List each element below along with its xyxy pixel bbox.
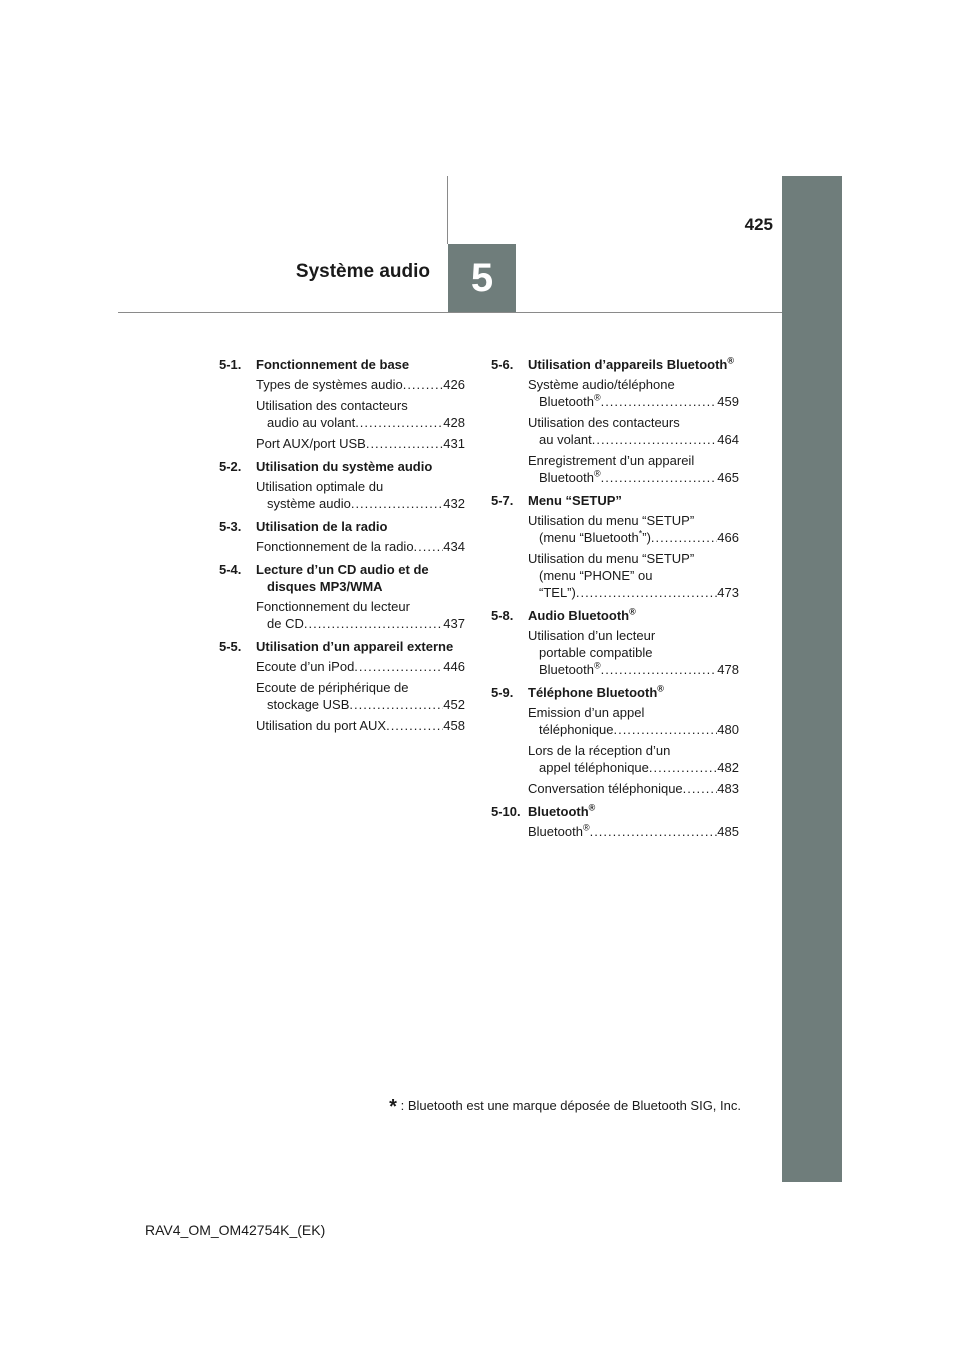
toc-entry-text: Emission d’un appel: [528, 705, 645, 720]
toc-entry-text: stockage USB: [267, 697, 350, 712]
page-number: 425: [744, 215, 773, 234]
toc-section-number: 5-1.: [219, 357, 242, 372]
toc-entry[interactable]: [256, 376, 465, 393]
toc-entry-text: “TEL”): [539, 585, 576, 600]
toc-entry-line-with-page: [528, 759, 739, 776]
toc-entry[interactable]: [256, 598, 465, 632]
toc-entry-text: audio au volant: [267, 415, 356, 430]
toc-section-heading: [491, 492, 739, 509]
toc-leader-dots: [590, 823, 718, 840]
toc-entry-line-with-page: [528, 393, 739, 410]
toc-entry[interactable]: [528, 414, 739, 448]
toc-entry-text: Types de systèmes audio: [256, 377, 403, 392]
toc-section-title: Utilisation de la radio: [256, 519, 388, 534]
toc-leader-dots: [355, 414, 443, 431]
toc-entry[interactable]: [256, 397, 465, 431]
toc-leader-dots: [649, 759, 717, 776]
toc-section-number: 5-8.: [491, 608, 514, 623]
toc-entry-line-with-page: [528, 661, 739, 678]
header-divider-horizontal: [118, 312, 782, 313]
toc-right-column: [491, 356, 739, 844]
toc-entry-text: Utilisation optimale du: [256, 479, 384, 494]
toc-entry-page: 432: [443, 496, 465, 511]
toc-entry[interactable]: [256, 435, 465, 452]
toc-entry-text: Bluetooth®: [528, 822, 590, 839]
toc-entry-page: 473: [717, 585, 739, 600]
toc-entry-text: Utilisation du menu “SETUP”: [528, 551, 695, 566]
toc-leader-dots: [576, 584, 717, 601]
toc-entry-text: (menu “Bluetooth*”): [539, 528, 651, 545]
toc-leader-dots: [386, 717, 443, 734]
toc-section-title: Téléphone Bluetooth®: [528, 683, 664, 700]
toc-entry[interactable]: [256, 679, 465, 713]
toc-entry-line-with-page: [528, 721, 739, 738]
toc-leader-dots: [349, 696, 443, 713]
toc-left-column: [219, 356, 465, 738]
toc-leader-dots: [601, 469, 718, 486]
toc-section-number: 5-10.: [491, 804, 521, 819]
toc-entry-line-with-page: [256, 615, 465, 632]
toc-entry[interactable]: [528, 780, 739, 797]
toc-entry-line-with-page: [256, 414, 465, 431]
toc-leader-dots: [651, 529, 717, 546]
toc-entry-text: de CD: [267, 616, 304, 631]
header-divider-vertical: [447, 176, 448, 244]
toc-entry-text: portable compatible: [539, 645, 653, 660]
toc-leader-dots: [354, 658, 443, 675]
toc-entry[interactable]: [528, 452, 739, 486]
toc-section-title: Utilisation du système audio: [256, 459, 433, 474]
footnote-asterisk: *: [389, 1096, 397, 1118]
chapter-side-tab: [782, 176, 842, 1182]
toc-entry-line-with-page: [528, 780, 739, 797]
toc-entry-text: Utilisation des contacteurs: [528, 415, 680, 430]
toc-entry-page: 428: [443, 415, 465, 430]
toc-entry[interactable]: [528, 512, 739, 546]
toc-section-heading: [219, 518, 465, 535]
toc-section-title: Menu “SETUP”: [528, 493, 622, 508]
toc-entry[interactable]: [528, 376, 739, 410]
toc-section-heading: [219, 458, 465, 475]
toc-entry-text: Bluetooth®: [539, 392, 601, 409]
toc-entry-line-with-page: [256, 435, 465, 452]
toc-entry[interactable]: [528, 550, 739, 601]
toc-entry-page: 437: [443, 616, 465, 631]
toc-entry[interactable]: [256, 658, 465, 675]
toc-entry-page: 459: [717, 394, 739, 409]
toc-leader-dots: [592, 431, 718, 448]
toc-entry-page: 478: [717, 662, 739, 677]
toc-entry[interactable]: [256, 538, 465, 555]
toc-section-number: 5-5.: [219, 639, 242, 654]
toc-entry-text: Fonctionnement de la radio: [256, 539, 414, 554]
toc-entry-page: 426: [443, 377, 465, 392]
toc-entry-text: (menu “PHONE” ou: [539, 568, 653, 583]
toc-entry-line-with-page: [256, 495, 465, 512]
toc-section-title: Utilisation d’appareils Bluetooth®: [528, 355, 734, 372]
toc-entry-page: 452: [443, 697, 465, 712]
toc-entry-page: 446: [443, 659, 465, 674]
toc-entry-line-with-page: [256, 696, 465, 713]
toc-leader-dots: [613, 721, 717, 738]
toc-entry[interactable]: [256, 717, 465, 734]
toc-entry-text: Lors de la réception d’un: [528, 743, 671, 758]
toc-entry-text: Système audio/téléphone: [528, 377, 675, 392]
toc-entry-text: Fonctionnement du lecteur: [256, 599, 410, 614]
toc-entry-text: système audio: [267, 496, 351, 511]
toc-entry[interactable]: [528, 823, 739, 840]
toc-entry-text: Port AUX/port USB: [256, 436, 366, 451]
toc-section-heading: [219, 356, 465, 373]
toc-leader-dots: [601, 661, 718, 678]
toc-entry-text: Utilisation du port AUX: [256, 718, 387, 733]
toc-leader-dots: [601, 393, 718, 410]
toc-leader-dots: [683, 780, 718, 797]
toc-leader-dots: [414, 538, 444, 555]
toc-entry-text: Enregistrement d’un appareil: [528, 453, 695, 468]
toc-entry-text: Utilisation d’un lecteur: [528, 628, 656, 643]
toc-section-number: 5-6.: [491, 357, 514, 372]
toc-section-number: 5-2.: [219, 459, 242, 474]
toc-entry-text: Ecoute de périphérique de: [256, 680, 409, 695]
toc-entry-text: Bluetooth®: [539, 660, 601, 677]
toc-section-heading: [491, 607, 739, 624]
toc-section-title: Audio Bluetooth®: [528, 606, 636, 623]
toc-leader-dots: [304, 615, 443, 632]
toc-section-heading: [491, 803, 739, 820]
toc-entry-line-with-page: [256, 658, 465, 675]
toc-section-heading: [491, 684, 739, 701]
toc-entry-line-with-page: [528, 584, 739, 601]
toc-entry-line-with-page: [256, 538, 465, 555]
toc-entry-page: 465: [717, 470, 739, 485]
toc-entry-text: Ecoute d’un iPod: [256, 659, 355, 674]
toc-entry[interactable]: [528, 742, 739, 776]
toc-entry-text: téléphonique: [539, 722, 614, 737]
toc-entry-text: Bluetooth®: [539, 468, 601, 485]
toc-entry-page: 464: [717, 432, 739, 447]
toc-section-title: Utilisation d’un appareil externe: [256, 639, 454, 654]
toc-entry-text: Utilisation des contacteurs: [256, 398, 408, 413]
chapter-number: 5: [470, 255, 494, 300]
toc-entry[interactable]: [256, 478, 465, 512]
toc-entry-page: 458: [443, 718, 465, 733]
toc-entry-page: 466: [717, 530, 739, 545]
toc-entry-line-with-page: [528, 823, 739, 840]
section-title: Système audio: [295, 261, 430, 282]
toc-entry-line-with-page: [256, 376, 465, 393]
toc-entry-page: 480: [717, 722, 739, 737]
toc-leader-dots: [351, 495, 443, 512]
footnote-text: : Bluetooth est une marque déposée de Bluetooth SIG, Inc.: [400, 1098, 741, 1113]
toc-section-number: 5-7.: [491, 493, 514, 508]
toc-entry-page: 485: [717, 824, 739, 839]
toc-entry[interactable]: [528, 704, 739, 738]
toc-entry-text: au volant: [539, 432, 592, 447]
toc-section-number: 5-3.: [219, 519, 242, 534]
toc-entry-text: Conversation téléphonique: [528, 781, 683, 796]
document-code: RAV4_OM_OM42754K_(EK): [145, 1222, 326, 1238]
toc-section-heading: [491, 356, 739, 373]
toc-entry[interactable]: [528, 627, 739, 678]
toc-entry-text: appel téléphonique: [539, 760, 649, 775]
toc-section-heading: [219, 561, 465, 595]
toc-entry-line-with-page: [528, 469, 739, 486]
toc-entry-page: 434: [443, 539, 465, 554]
toc-entry-line-with-page: [528, 529, 739, 546]
toc-entry-page: 431: [443, 436, 465, 451]
toc-entry-text: Utilisation du menu “SETUP”: [528, 513, 695, 528]
toc-section-number: 5-9.: [491, 685, 514, 700]
toc-entry-line-with-page: [256, 717, 465, 734]
toc-entry-page: 482: [717, 760, 739, 775]
toc-entry-line-with-page: [528, 431, 739, 448]
toc-section-title: Bluetooth®: [528, 802, 596, 819]
toc-section-number: 5-4.: [219, 562, 242, 577]
toc-section-heading: [219, 638, 465, 655]
toc-leader-dots: [366, 435, 443, 452]
footnote: [369, 1096, 741, 1119]
toc-section-title: Fonctionnement de base: [256, 357, 410, 372]
chapter-number-box: [448, 244, 516, 312]
toc-section-title: Lecture d’un CD audio et de disques MP3/WMA: [256, 562, 429, 594]
toc-leader-dots: [403, 376, 444, 393]
toc-entry-page: 483: [717, 781, 739, 796]
